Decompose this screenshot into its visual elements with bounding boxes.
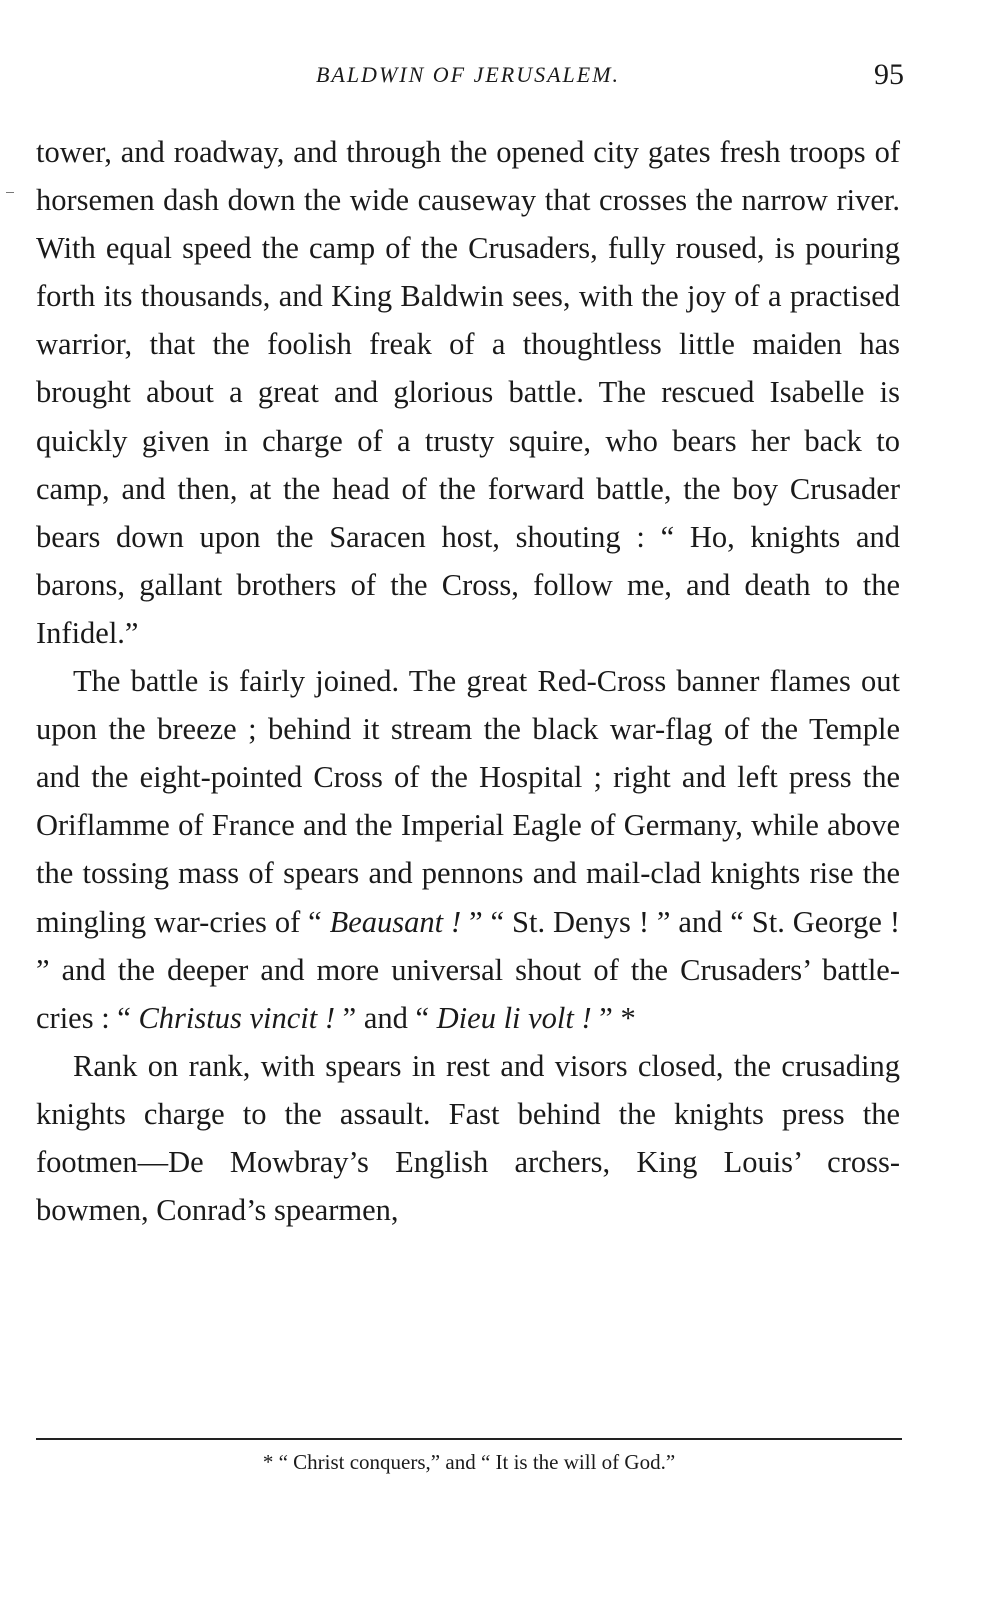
running-title: BALDWIN OF JERUSALEM. [315, 62, 621, 87]
war-cry-italic: Christus vincit ! [138, 1000, 336, 1035]
war-cry-italic: Dieu li volt ! [436, 1000, 592, 1035]
paragraph-2 [36, 657, 900, 1042]
paragraph-text: ” “ St. Denys ! ” and “ St. George ! ” and the deeper and more universal shout of the Crusaders’ battle-cries : “ [36, 904, 901, 1035]
paragraph-3 [36, 1042, 900, 1234]
war-cry-italic: Beausant ! [329, 904, 462, 939]
running-head [36, 58, 904, 98]
footnote: * “ Christ conquers,” and “ It is the will of God.” [262, 1450, 676, 1474]
page-number: 95 [874, 58, 904, 91]
paragraph-text: ” and “ [335, 1000, 437, 1035]
paragraph-text: tower, and roadway, and through the opened city gates fresh troops of horsemen dash down the wide causeway that crosses the narrow river. With equal speed the camp of the Crusaders, fully roused, is pouring forth its thousands, and King Baldwin sees, with the joy of a practised warrior, that the foolish freak of a thoughtless little maiden has brought about a great and glorious battle. The rescued Isabelle is quickly given in charge of a trusty squire, who bears her back to camp, and then, at the head of the forward battle, the boy Crusader bears down upon the Saracen host, shouting : “ Ho, knights and barons, gallant brothers of the Cross, follow me, and death to the Infidel.” [36, 135, 900, 650]
paragraph-text: Rank on rank, with spears in rest and visors closed, the crusading knights charge to the assault. Fast behind the knights press the footmen—De Mowbray’s English archers, King Louis’ cross-bowmen, Conrad’s spearmen, [36, 1048, 900, 1228]
paragraph-text: The battle is fairly joined. The great Red-Cross banner flames out upon the breeze ; behind it stream the black war-flag of the Temple and the eight-pointed Cross of the Hospital ; right and left press the Oriflamme of France and the Imperial Eagle of Germany, while above the tossing mass of spears and pennons and mail-clad knights rise the mingling war-cries of “ [36, 664, 900, 939]
paragraph-1 [36, 128, 900, 657]
footnote-rule [36, 1438, 902, 1440]
body-text [36, 128, 900, 1234]
paragraph-text: ” * [591, 1000, 636, 1035]
margin-mark [6, 192, 14, 193]
